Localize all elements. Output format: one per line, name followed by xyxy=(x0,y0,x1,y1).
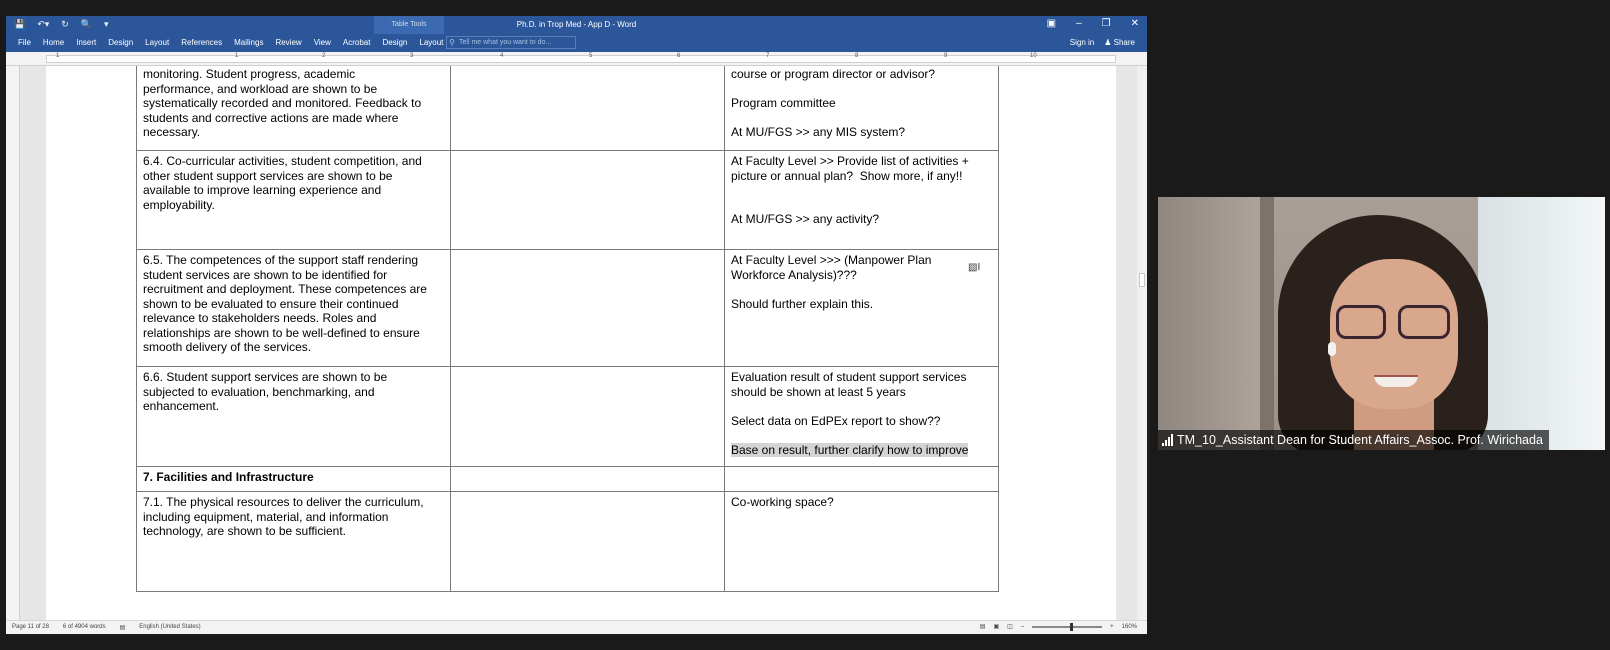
customize-qat-icon[interactable]: ▾ xyxy=(104,19,109,29)
comment-cell[interactable] xyxy=(725,66,999,151)
person-icon: ♟ xyxy=(1104,38,1112,47)
window-controls xyxy=(1047,18,1139,29)
cell-line xyxy=(731,111,992,126)
proofing-icon[interactable]: ▤ xyxy=(119,625,126,631)
scrollbar-thumb[interactable] xyxy=(1139,273,1145,287)
participant-figure xyxy=(1328,342,1336,356)
cell-line: employability. xyxy=(143,197,215,212)
cell-line: other student support services are shown to be xyxy=(143,168,393,183)
ribbon-display-icon[interactable]: ▣ xyxy=(1046,18,1057,29)
tab-layout[interactable]: Layout xyxy=(145,38,170,47)
share-label: Share xyxy=(1113,38,1135,47)
evidence-cell[interactable] xyxy=(451,492,725,592)
ruler-number: 1 xyxy=(56,53,60,59)
participant-name: TM_10_Assistant Dean for Student Affairs_Assoc. Prof. Wirichada xyxy=(1177,433,1543,447)
cell-line: including equipment, material, and information xyxy=(143,509,389,524)
cell-line: performance, and workload are shown to be xyxy=(143,81,378,96)
comment-cell[interactable] xyxy=(725,151,999,250)
close-button[interactable]: ✕ xyxy=(1130,18,1139,29)
ruler-number: 8 xyxy=(855,53,859,59)
cell-line: At MU/FGS >> any MIS system? xyxy=(731,125,906,139)
comment-cell[interactable] xyxy=(725,467,999,492)
word-window xyxy=(6,16,1147,634)
evidence-cell[interactable] xyxy=(451,151,725,250)
section-heading-cell[interactable] xyxy=(137,467,451,492)
cell-line: available to improve learning experience and xyxy=(143,183,382,197)
cell-line: At Faculty Level >>> (Manpower Plan xyxy=(731,253,932,267)
cell-line: should be shown at least 5 years xyxy=(731,384,906,399)
tell-me-placeholder: Tell me what you want to do... xyxy=(459,39,552,46)
cell-line xyxy=(731,82,992,97)
cell-line: Co-working space? xyxy=(731,495,834,509)
ruler-number: 7 xyxy=(766,53,770,59)
criterion-cell[interactable] xyxy=(137,250,451,367)
criterion-cell[interactable] xyxy=(137,367,451,467)
language-indicator[interactable]: English (United States) xyxy=(139,624,201,630)
cell-line: 6.6. Student support services are shown to be xyxy=(143,370,388,384)
cell-line: 7.1. The physical resources to deliver the curriculum, xyxy=(143,495,424,509)
ruler-number: 1 xyxy=(235,53,239,59)
cell-line: relationships are shown to be well-defined to ensure xyxy=(143,325,420,340)
minimize-button[interactable]: – xyxy=(1076,18,1082,29)
tab-review[interactable]: Review xyxy=(275,38,302,47)
horizontal-ruler[interactable] xyxy=(6,52,1147,66)
criterion-cell[interactable] xyxy=(137,492,451,592)
status-bar xyxy=(6,620,1147,634)
ruler-number: 5 xyxy=(589,53,593,59)
cell-line: 6.4. Co-curricular activities, student competition, and xyxy=(143,154,422,168)
tell-me-box[interactable] xyxy=(446,36,576,49)
tab-references[interactable]: References xyxy=(181,38,223,47)
cell-line: picture or annual plan? Show more, if any!! xyxy=(731,168,963,183)
tab-home[interactable]: Home xyxy=(42,38,65,47)
document-page[interactable] xyxy=(46,66,1116,632)
zoom-in-icon[interactable]: + xyxy=(1110,623,1114,630)
word-count[interactable]: 6 of 4904 words xyxy=(62,624,106,630)
cell-line: At Faculty Level >> Provide list of activities + xyxy=(731,154,969,168)
tab-acrobat[interactable]: Acrobat xyxy=(342,38,371,47)
ruler-number: 2 xyxy=(322,53,326,59)
cell-line xyxy=(731,183,992,198)
zoom-level[interactable]: 160% xyxy=(1121,623,1137,630)
cell-line xyxy=(731,282,992,297)
tab-view[interactable]: View xyxy=(313,38,331,47)
video-background xyxy=(1260,197,1274,450)
ruler-number: 6 xyxy=(677,53,681,59)
zoom-out-icon[interactable]: – xyxy=(1020,623,1025,630)
read-mode-icon[interactable]: ▤ xyxy=(979,624,986,630)
share-button[interactable] xyxy=(1104,38,1135,47)
cell-line: shown to be evaluated to ensure their continued xyxy=(143,296,399,311)
evidence-cell[interactable] xyxy=(451,367,725,467)
signal-strength-icon xyxy=(1162,434,1173,446)
ruler-number: 9 xyxy=(944,53,948,59)
table-row xyxy=(137,66,999,151)
sign-in-link[interactable]: Sign in xyxy=(1069,38,1095,47)
tab-file[interactable]: File xyxy=(18,38,31,47)
cell-line: student services are shown to be identified for xyxy=(143,267,388,282)
title-bar xyxy=(6,16,1147,34)
document-title: Ph.D. in Trop Med - App D - Word xyxy=(516,20,637,29)
print-layout-icon[interactable]: ▣ xyxy=(993,624,1000,630)
text-cursor-icon: ▧I xyxy=(968,262,981,273)
comment-cell[interactable] xyxy=(725,250,999,367)
cell-line: technology, are shown to be sufficient. xyxy=(143,524,347,538)
participant-figure xyxy=(1374,375,1418,387)
cell-line: enhancement. xyxy=(143,399,220,413)
cell-line: students and corrective actions are made where xyxy=(143,110,399,125)
cell-line: Select data on EdPEx report to show?? xyxy=(731,413,941,428)
cell-line: smooth delivery of the services. xyxy=(143,340,312,354)
zoom-slider-thumb[interactable] xyxy=(1070,623,1073,631)
participant-figure xyxy=(1398,305,1450,339)
cell-line: systematically recorded and monitored. Feedback to xyxy=(143,96,422,110)
tab-mailings[interactable]: Mailings xyxy=(234,38,264,47)
table-row xyxy=(137,467,999,492)
participant-figure xyxy=(1336,305,1386,339)
cell-line: recruitment and deployment. These competences are xyxy=(143,282,427,296)
comment-cell[interactable] xyxy=(725,492,999,592)
cell-line: monitoring. Student progress, academic xyxy=(143,67,356,81)
evidence-cell[interactable] xyxy=(451,250,725,367)
restore-button[interactable]: ❐ xyxy=(1101,18,1111,29)
participant-name-label xyxy=(1158,430,1549,450)
cell-line: Evaluation result of student support services xyxy=(731,370,967,384)
save-icon[interactable]: 💾 xyxy=(14,19,26,29)
ruler-number: 3 xyxy=(410,53,414,59)
cell-line: Program committee xyxy=(731,96,836,110)
cell-line: necessary. xyxy=(143,125,201,139)
ribbon-tabs xyxy=(6,34,1147,52)
cell-line: subjected to evaluation, benchmarking, and xyxy=(143,384,375,399)
criterion-cell[interactable] xyxy=(137,66,451,151)
tab-insert[interactable]: Insert xyxy=(76,38,97,47)
zoom-slider[interactable] xyxy=(1032,626,1102,628)
tab-design[interactable]: Design xyxy=(108,38,134,47)
contextual-tab-label: Table Tools xyxy=(374,16,444,34)
tab-table-design[interactable]: Design xyxy=(382,38,408,47)
vertical-ruler[interactable] xyxy=(6,66,20,632)
cell-line: Should further explain this. xyxy=(731,296,874,311)
criterion-cell[interactable] xyxy=(137,151,451,250)
ruler-track xyxy=(46,55,1116,63)
section-heading: 7. Facilities and Infrastructure xyxy=(143,470,314,484)
redo-icon[interactable]: ↻ xyxy=(61,19,69,29)
lightbulb-icon: ⚲ xyxy=(449,38,455,47)
cell-line xyxy=(731,198,992,213)
cell-line: course or program director or advisor? xyxy=(731,67,936,81)
evidence-cell[interactable] xyxy=(451,467,725,492)
highlighted-comment: Base on result, further clarify how to improve xyxy=(731,442,969,457)
ruler-number: 10 xyxy=(1030,53,1037,59)
undo-icon[interactable]: ↶▾ xyxy=(37,19,50,29)
ruler-number: 4 xyxy=(500,53,504,59)
table-row xyxy=(137,151,999,250)
evidence-cell[interactable] xyxy=(451,66,725,151)
table-row xyxy=(137,492,999,592)
cell-line xyxy=(731,399,992,414)
cell-line xyxy=(731,428,992,443)
page-count[interactable]: Page 11 of 28 xyxy=(12,624,49,630)
comment-cell[interactable] xyxy=(725,367,999,467)
table-row xyxy=(137,250,999,367)
vertical-scrollbar[interactable] xyxy=(1137,66,1147,632)
video-background xyxy=(1478,197,1605,450)
cell-line: Workforce Analysis)??? xyxy=(731,267,857,282)
criteria-table xyxy=(136,66,999,592)
cell-line: 6.5. The competences of the support staff rendering xyxy=(143,253,419,267)
tab-table-layout[interactable]: Layout xyxy=(419,38,444,47)
cell-line: relevance to stakeholders needs. Roles and xyxy=(143,311,377,325)
print-preview-icon[interactable]: 🔍 xyxy=(80,19,93,29)
table-row xyxy=(137,367,999,467)
cell-line: At MU/FGS >> any activity? xyxy=(731,212,880,226)
participant-video-tile[interactable] xyxy=(1158,197,1605,450)
web-layout-icon[interactable]: ◫ xyxy=(1007,624,1013,630)
